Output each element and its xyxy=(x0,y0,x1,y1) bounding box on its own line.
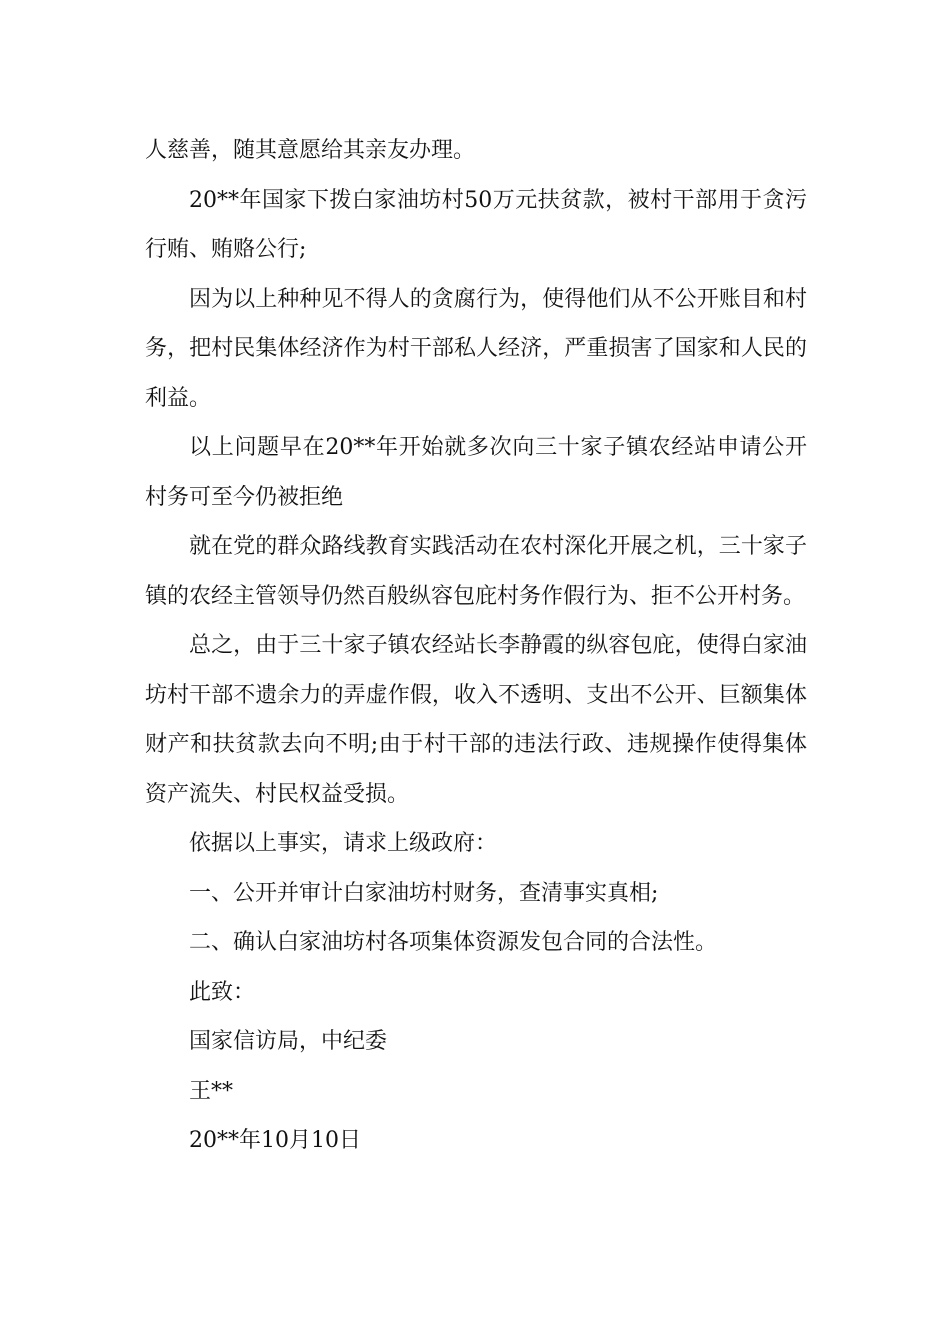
paragraph-1: 人慈善，随其意愿给其亲友办理。 xyxy=(145,138,476,163)
salutation: 此致： xyxy=(189,979,256,1005)
request-item-1: 一、公开并审计白家油坊村财务，查清事实真相; xyxy=(189,880,659,906)
document-body xyxy=(145,126,807,1166)
paragraph-4: 以上问题早在20**年开始就多次向三十家子镇农经站申请公开村务可至今仍被拒绝 xyxy=(145,435,807,510)
signature-date: 20**年10月10日 xyxy=(189,1128,361,1153)
paragraph-6: 总之，由于三十家子镇农经站长李静霞的纵容包庇，使得白家油坊村干部不遗余力的弄虚作假，收入不透明、支出不公开、巨额集体财产和扶贫款去向不明;由于村干部的违法行政、违规操作使得集体资产流失、村民权益受损。 xyxy=(145,633,807,807)
paragraph-7: 依据以上事实，请求上级政府： xyxy=(189,831,498,856)
paragraph-3: 因为以上种种见不得人的贪腐行为，使得他们从不公开账目和村务，把村民集体经济作为村干部私人经济，严重损害了国家和人民的利益。 xyxy=(145,286,807,411)
paragraph-2: 20**年国家下拨白家油坊村50万元扶贫款，被村干部用于贪污行贿、贿赂公行; xyxy=(145,187,807,262)
signer-name: 王** xyxy=(189,1078,234,1104)
request-item-2: 二、确认白家油坊村各项集体资源发包合同的合法性。 xyxy=(189,930,718,955)
paragraph-5: 就在党的群众路线教育实践活动在农村深化开展之机，三十家子镇的农经主管领导仍然百般纵容包庇村务作假行为、拒不公开村务。 xyxy=(145,534,807,609)
recipient: 国家信访局，中纪委 xyxy=(189,1029,388,1054)
